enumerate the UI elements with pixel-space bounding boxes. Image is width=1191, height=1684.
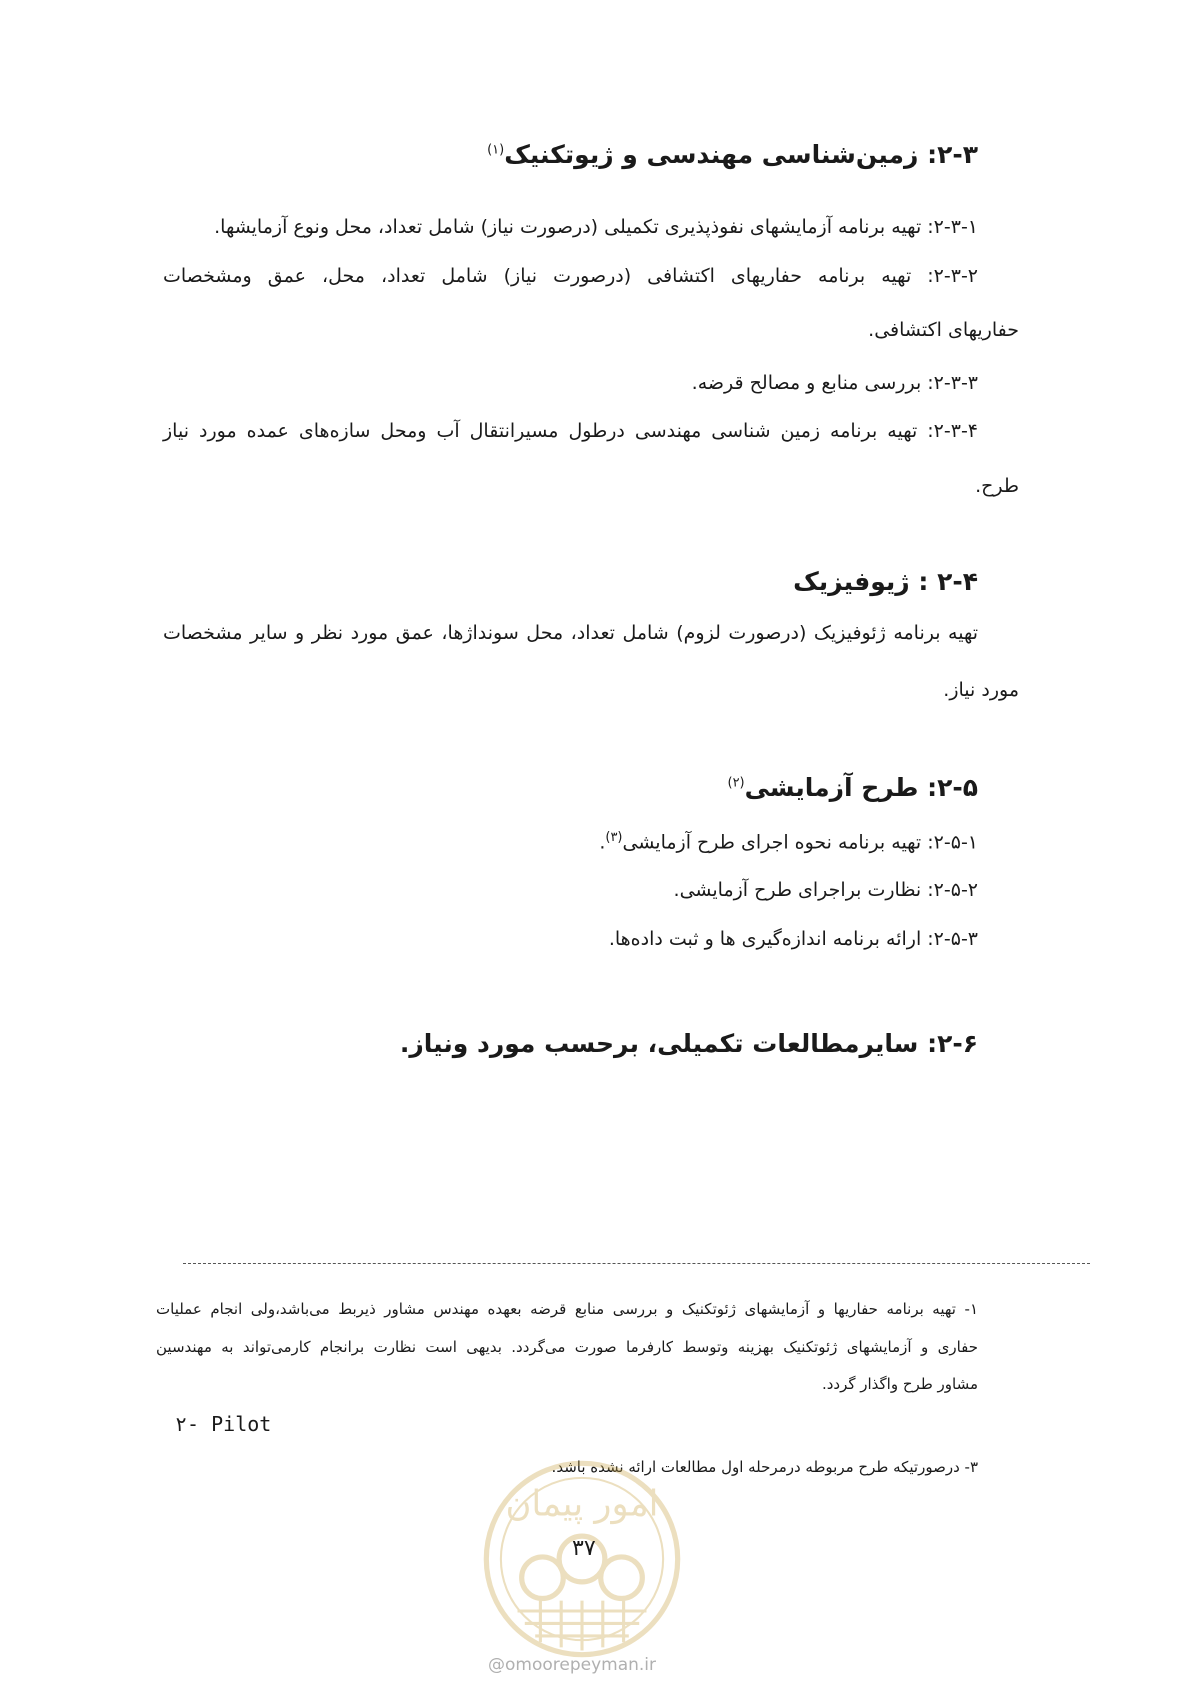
paragraph-2-3-3: ۲-۳-۳: بررسی منابع و مصالح قرضه.	[691, 372, 978, 394]
section-heading-2-3-text: ۲-۳: زمین‌شناسی مهندسی و ژیوتکنیک	[504, 140, 978, 169]
footnote-2: ۲- Pilot	[175, 1412, 272, 1436]
paragraph-2-4-line2: مورد نیاز.	[943, 679, 1019, 701]
paragraph-2-5-2: ۲-۵-۲: نظارت براجرای طرح آزمایشی.	[673, 879, 978, 901]
section-heading-2-5-text: ۲-۵: طرح آزمایشی	[744, 773, 978, 802]
paragraph-2-3-1: ۲-۳-۱: تهیه برنامه آزمایشهای نفوذپذیری تکمیلی (درصورت نیاز) شامل تعداد، محل ونوع آزمایشها.	[214, 216, 978, 238]
paragraph-2-3-4-line1: ۲-۳-۴: تهیه برنامه زمین شناسی مهندسی درطول مسیرانتقال آب ومحل سازه‌های عمده مورد نیاز	[163, 420, 978, 442]
footnote-ref-1: (۱)	[487, 142, 505, 158]
footnote-1-line1: ۱- تهیه برنامه حفاریها و آزمایشهای ژئوتکنیک و بررسی منابع قرضه بعهده مهندس مشاور ذیربط می‌باشد،ولی انجام عملیات	[156, 1300, 978, 1318]
paragraph-2-5-1-text: ۲-۵-۱: تهیه برنامه نحوه اجرای طرح آزمایشی	[622, 831, 978, 854]
section-heading-2-4: ۲-۴ : ژیوفیزیک	[793, 567, 978, 596]
paragraph-2-3-4-line2: طرح.	[975, 475, 1019, 497]
paragraph-2-5-3: ۲-۵-۳: ارائه برنامه اندازه‌گیری ها و ثبت داده‌ها.	[608, 928, 978, 950]
footnote-ref-2: (۲)	[727, 775, 745, 791]
stamp-logo-text: امور پیمان	[505, 1483, 659, 1525]
paragraph-2-3-2-line1: ۲-۳-۲: تهیه برنامه حفاریهای اکتشافی (درصورت نیاز) شامل تعداد، محل، عمق ومشخصات	[163, 265, 978, 287]
footnote-3: ۳- درصورتیکه طرح مربوطه درمرحله اول مطالعات ارائه نشده باشد.	[551, 1458, 978, 1476]
footnote-ref-3: (۳)	[605, 830, 623, 845]
section-heading-2-6: ۲-۶: سایرمطالعات تکمیلی، برحسب مورد ونیاز.	[399, 1029, 978, 1058]
footnote-1-line3: مشاور طرح واگذار گردد.	[821, 1375, 978, 1393]
paragraph-2-4-line1: تهیه برنامه ژئوفیزیک (درصورت لزوم) شامل تعداد، محل سونداژها، عمق مورد نظر و سایر مشخصات	[163, 622, 978, 644]
paragraph-2-5-1	[599, 830, 978, 853]
section-heading-2-3	[487, 140, 978, 169]
watermark-url: @omoorepeyman.ir	[488, 1655, 657, 1675]
paragraph-2-5-1-end: .	[599, 831, 606, 854]
footnote-separator	[183, 1263, 1090, 1264]
page-number: ۳۷	[572, 1536, 596, 1561]
section-heading-2-5	[727, 773, 978, 802]
paragraph-2-3-2-line2: حفاریهای اکتشافی.	[868, 319, 1019, 341]
footnote-1-line2: حفاری و آزمایشهای ژئوتکنیک بهزینه وتوسط کارفرما صورت می‌گردد. بدیهی است نظارت برانجام کارمی‌تواند به مهندسین	[156, 1338, 978, 1356]
